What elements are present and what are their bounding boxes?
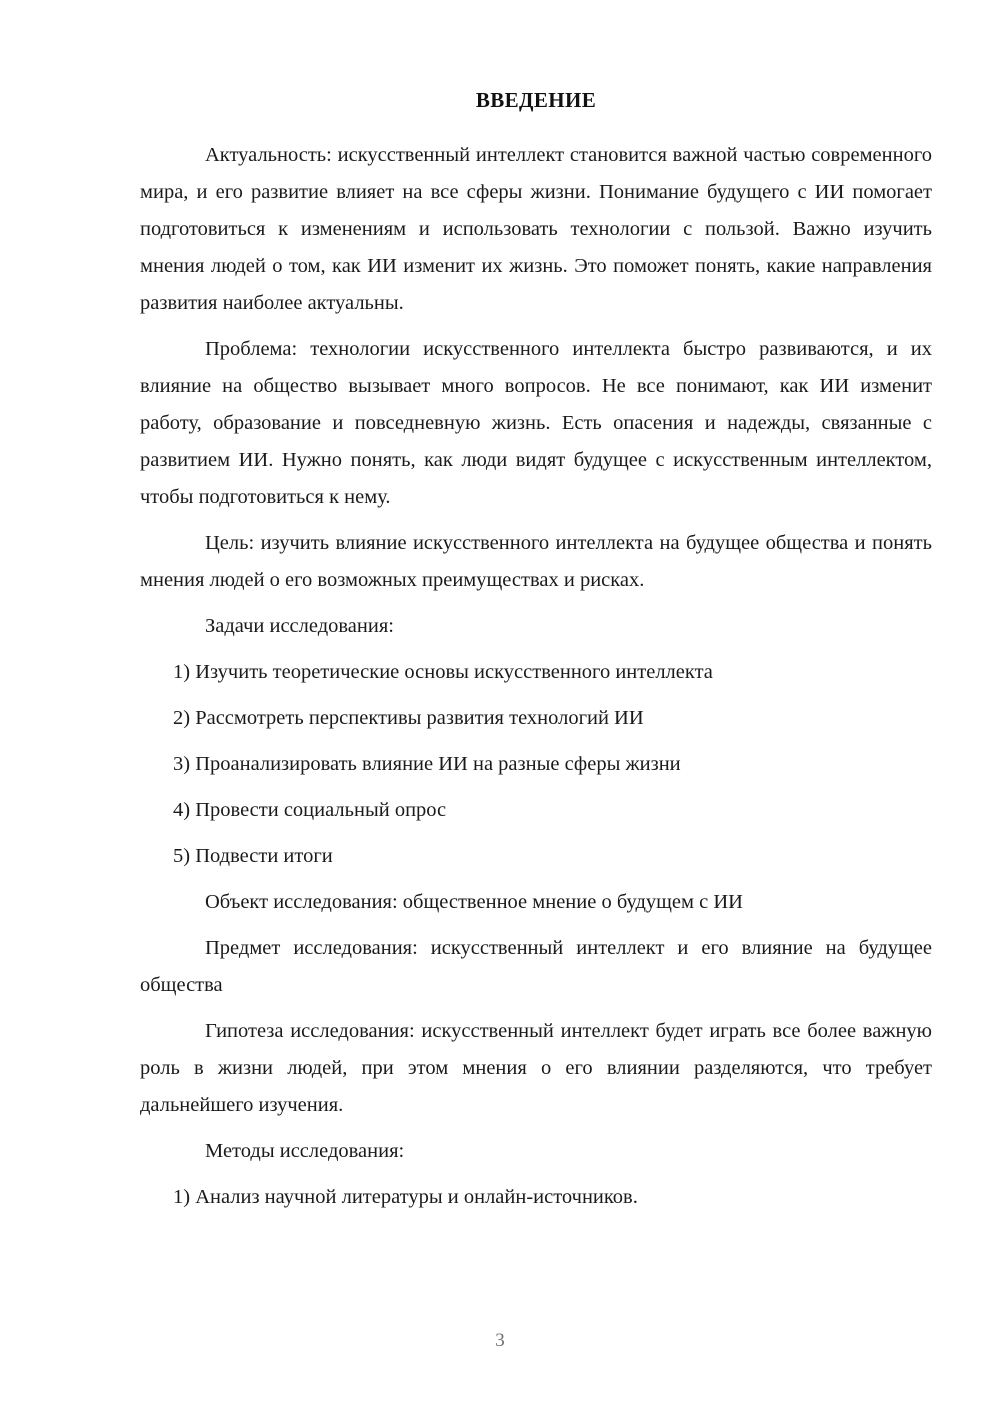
list-item: 1) Анализ научной литературы и онлайн-источников.	[173, 1186, 638, 1209]
page-content	[140, 88, 932, 1225]
list-item: 1) Изучить теоретические основы искусственного интеллекта	[173, 661, 713, 684]
paragraph-hypothesis: Гипотеза исследования: искусственный интеллект будет играть все более важную роль в жизни людей, при этом мнения о его влиянии разделяются, что требует дальнейшего изучения.	[140, 1020, 932, 1117]
methods-list	[140, 1179, 932, 1216]
tasks-label: Задачи исследования:	[205, 615, 394, 638]
list-item: 5) Подвести итоги	[173, 845, 333, 868]
paragraph-problem: Проблема: технологии искусственного интеллекта быстро развиваются, и их влияние на общество вызывает много вопросов. Не все понимают, как ИИ изменит работу, образование и повседневную жизнь. Есть опасения и надежды, связанные с развитием ИИ. Нужно понять, как люди видят будущее с искусственным интеллектом, чтобы подготовиться к нему.	[140, 338, 932, 509]
paragraph-object: Объект исследования: общественное мнение о будущем с ИИ	[205, 891, 743, 914]
paragraph-relevance: Актуальность: искусственный интеллект становится важной частью современного мира, и его развитие влияет на все сферы жизни. Понимание будущего с ИИ помогает подготовиться к изменениям и использовать технологии с пользой. Важно изучить мнения людей о том, как ИИ изменит их жизнь. Это поможет понять, какие направления развития наиболее актуальны.	[140, 144, 932, 315]
page-number: 3	[495, 1330, 505, 1351]
methods-label: Методы исследования:	[205, 1140, 405, 1163]
list-item: 2) Рассмотреть перспективы развития технологий ИИ	[173, 707, 644, 730]
page-title: ВВЕДЕНИЕ	[475, 88, 597, 112]
tasks-list	[140, 654, 932, 875]
list-item: 3) Проанализировать влияние ИИ на разные сферы жизни	[173, 753, 681, 776]
list-item: 4) Провести социальный опрос	[173, 799, 447, 822]
paragraph-subject: Предмет исследования: искусственный интеллект и его влияние на будущее общества	[140, 937, 932, 997]
paragraph-goal: Цель: изучить влияние искусственного интеллекта на будущее общества и понять мнения людей о его возможных преимуществах и рисках.	[140, 532, 932, 592]
